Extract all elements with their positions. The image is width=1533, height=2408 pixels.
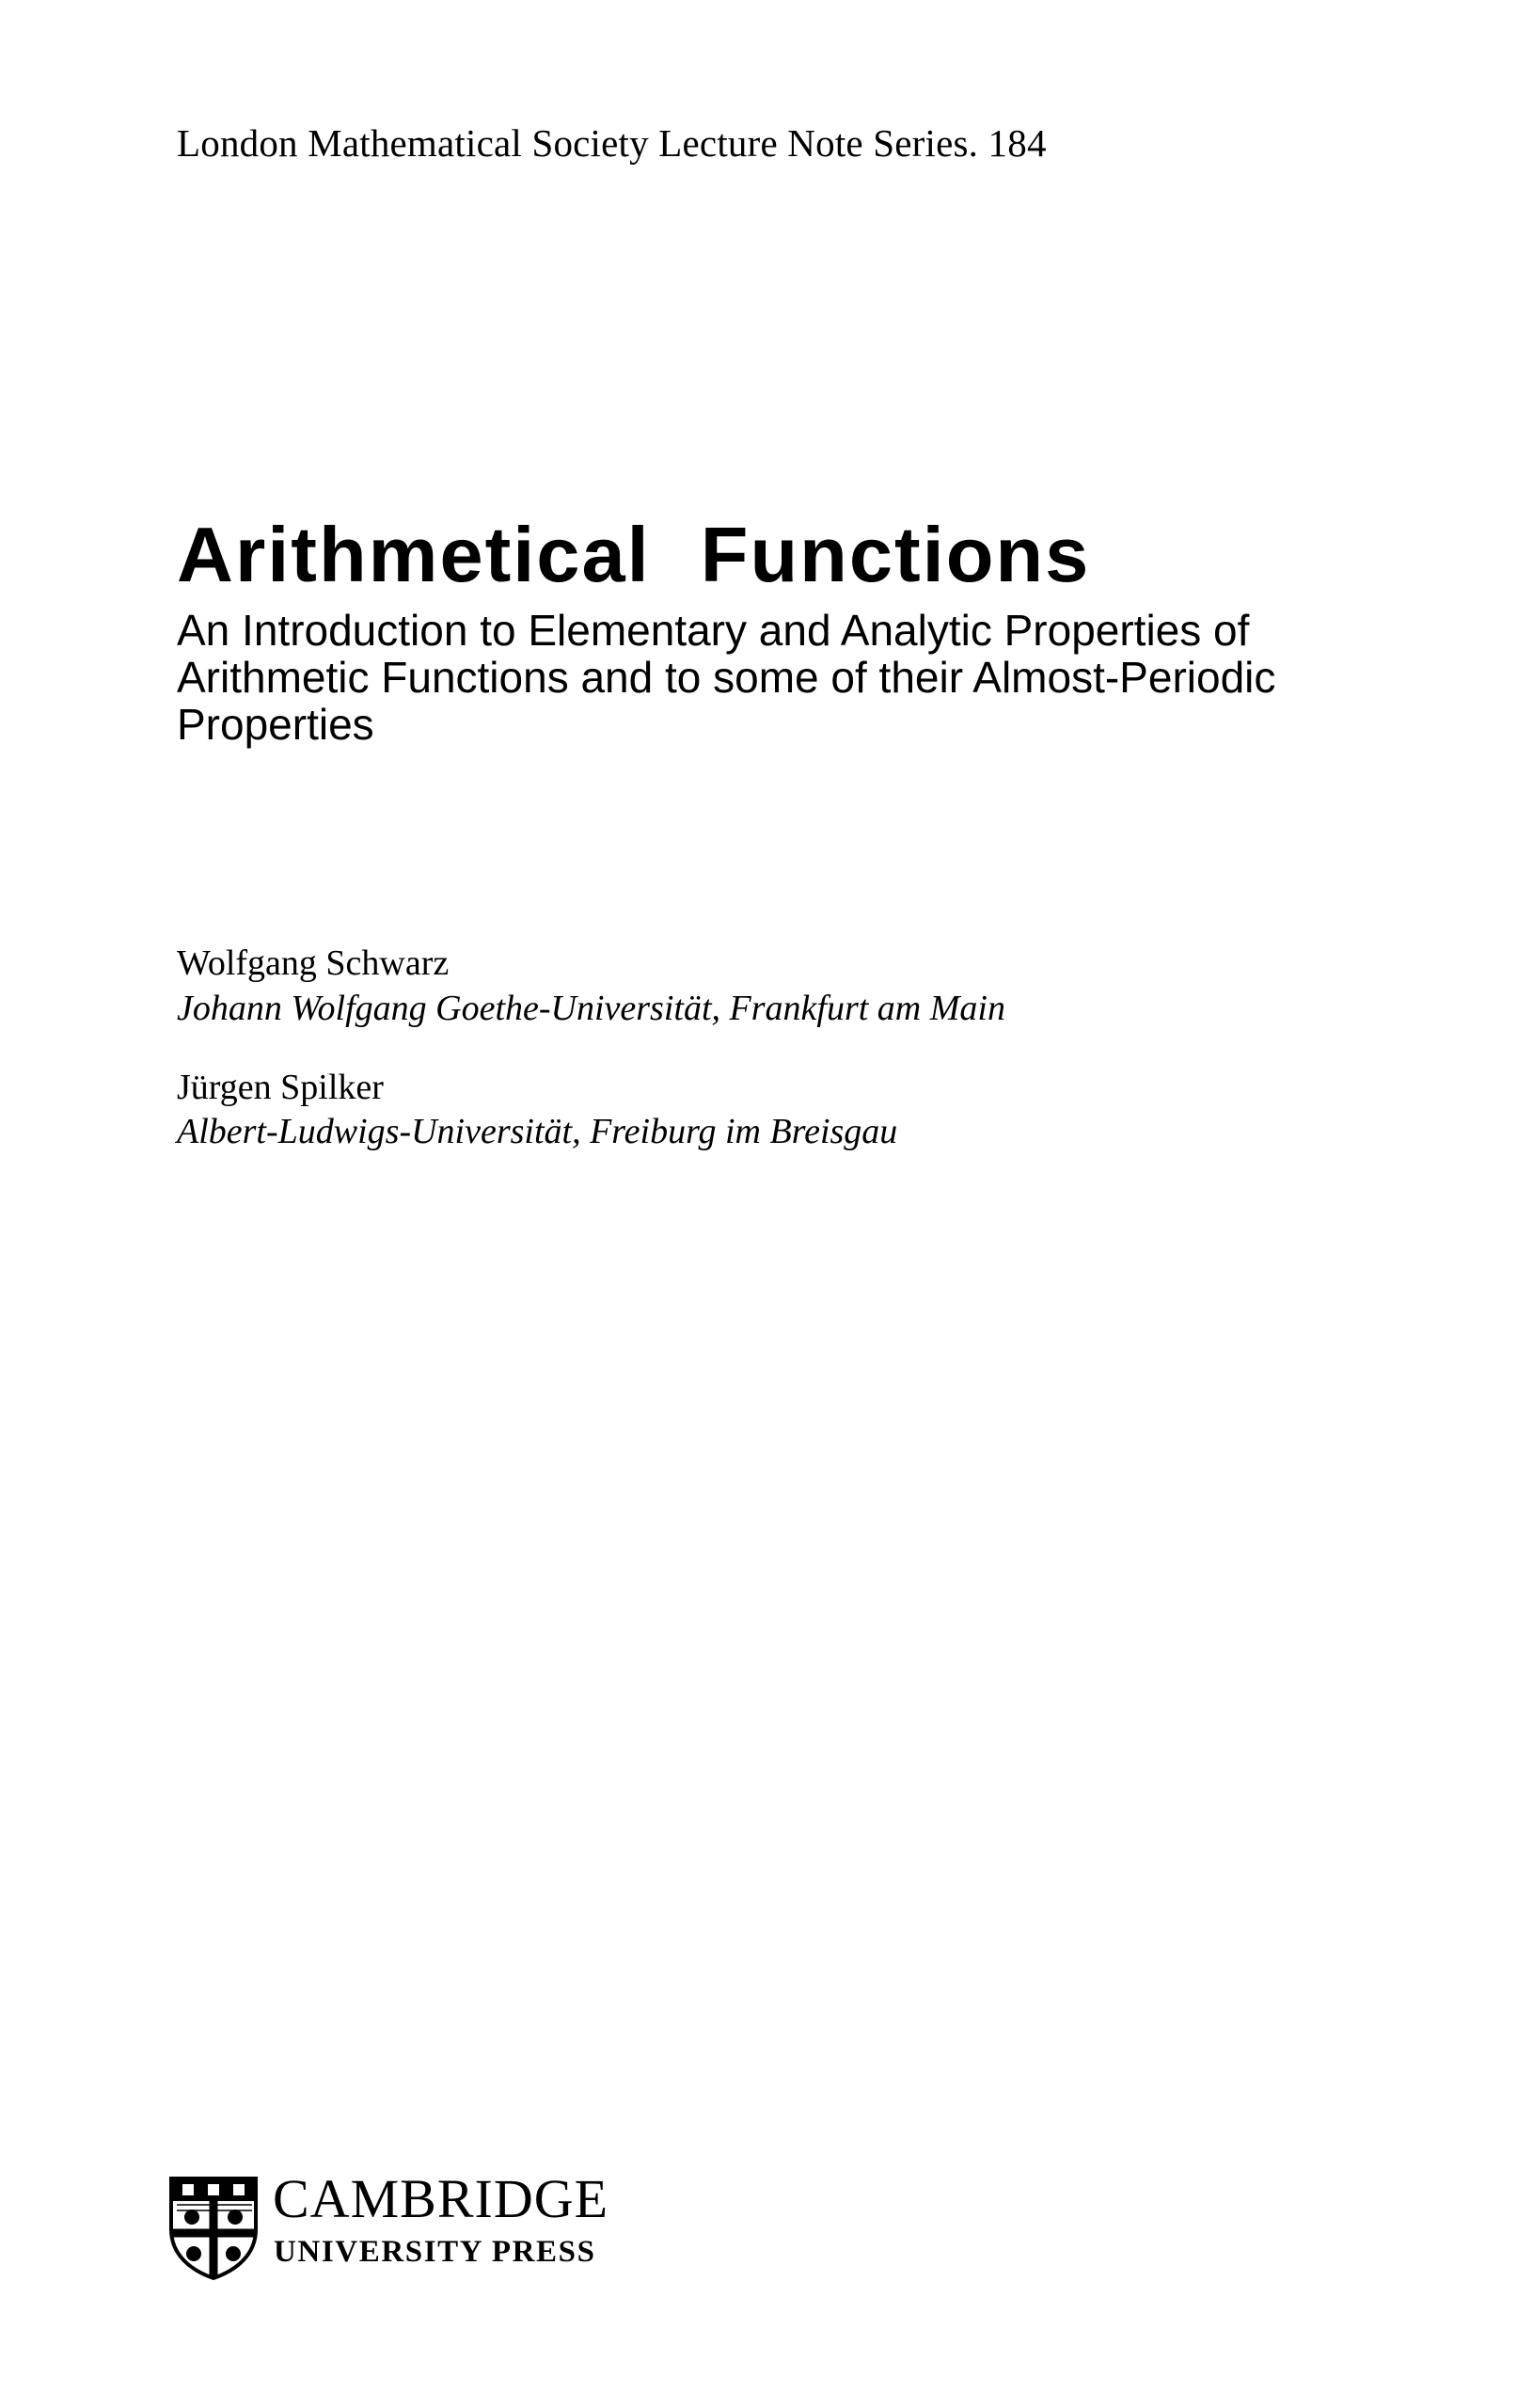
book-subtitle [177, 607, 1399, 748]
book-title: Arithmetical Functions [177, 511, 1091, 598]
subtitle-line: Arithmetic Functions and to some of their Almost-Periodic [177, 653, 1276, 702]
author-name: Wolfgang Schwarz [177, 943, 450, 983]
subtitle-line: An Introduction to Elementary and Analytic Properties of [177, 606, 1250, 655]
author-name: Jürgen Spilker [177, 1068, 384, 1107]
author-affiliation: Johann Wolfgang Goethe-Universität, Frankfurt am Main [177, 989, 1005, 1028]
author-affiliation: Albert-Ludwigs-Universität, Freiburg im Breisgau [177, 1112, 898, 1151]
subtitle-line: Properties [177, 700, 374, 749]
series-line: London Mathematical Society Lecture Note Series. 184 [177, 121, 1047, 165]
cambridge-crest-icon [167, 2175, 260, 2280]
publisher-name: CAMBRIDGE [273, 2168, 609, 2229]
publisher-subname: UNIVERSITY PRESS [274, 2235, 596, 2269]
